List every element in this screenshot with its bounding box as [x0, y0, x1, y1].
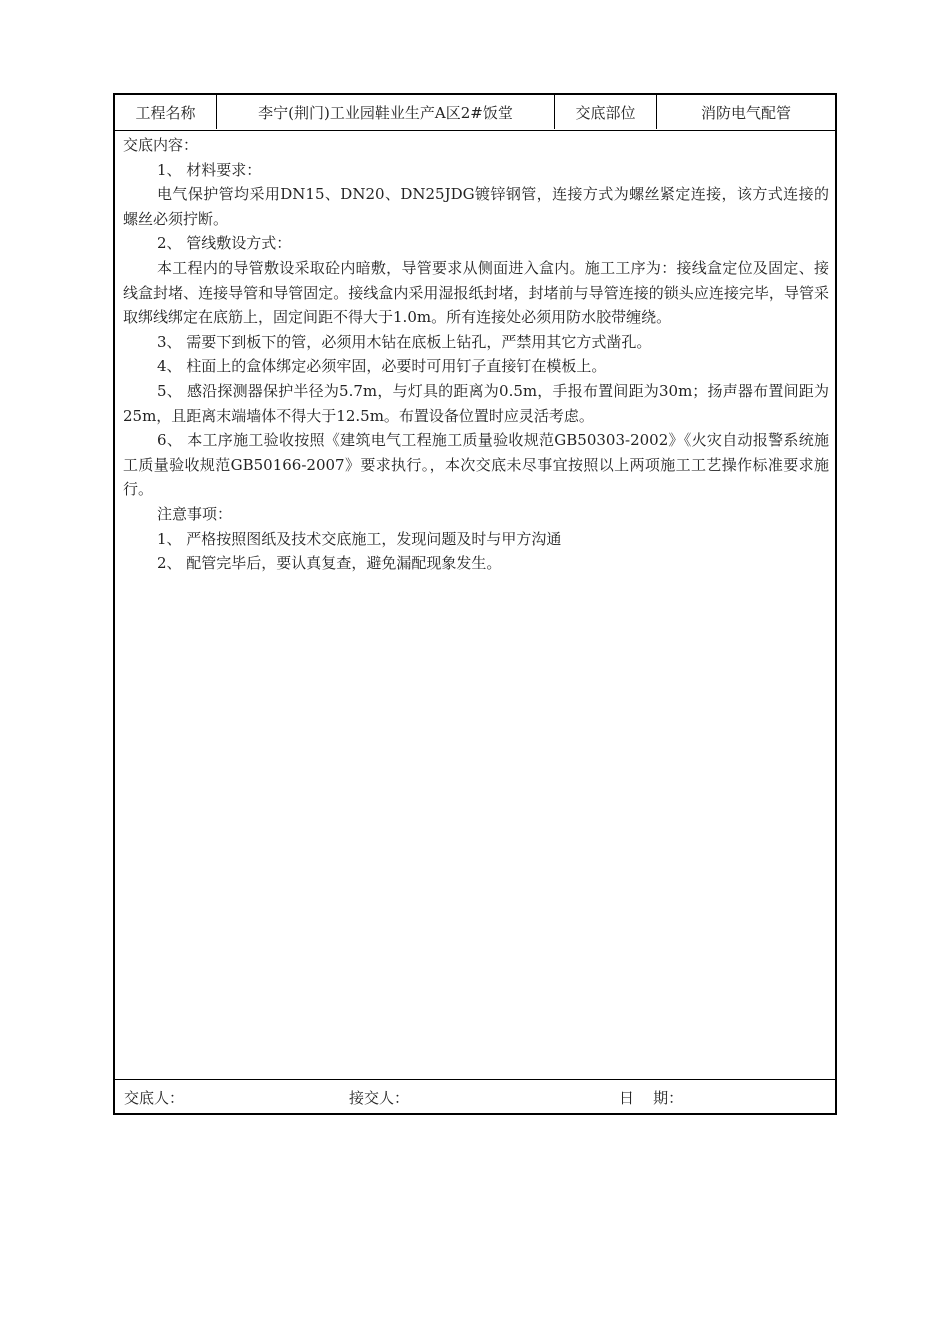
- receiver-person-label: 接交人：: [349, 1089, 410, 1107]
- content-item-detector-spacing: 5、 感沿探测器保护半径为5.7m，与灯具的距离为0.5m，手报布置间距为30m；扬声器布置间距为25m，且距离末端墙体不得大于12.5m。布置设备位置时应灵活考虑。: [123, 381, 829, 425]
- content-item-routing-body: 本工程内的导管敷设采取砼内暗敷，导管要求从侧面进入盒内。施工工序为：接线盒定位及固定、接线盒封堵、连接导管和导管固定。接线盒内采用湿报纸封堵，封堵前与导管连接的锁头应连接完毕，导管采取绑线绑定在底筋上，固定间距不得大于1.0m。所有连接处必须用防水胶带缠绕。: [123, 258, 829, 327]
- content-item-routing-heading: 2、 管线敷设方式：: [157, 234, 292, 253]
- content-item-materials-heading: 1、 材料要求：: [157, 160, 262, 179]
- project-name-value: 李宁(荆门)工业园鞋业生产A区2#饭堂: [217, 95, 555, 129]
- content-item-materials-body: 电气保护管均采用DN15、DN20、DN25JDG镀锌钢管，连接方式为螺丝紧定连接，该方式连接的螺丝必须拧断。: [123, 185, 829, 228]
- header-row: [115, 95, 835, 131]
- notes-heading: 注意事项：: [157, 504, 233, 523]
- date-label: 日 期：: [619, 1089, 684, 1107]
- content-item-acceptance: 6、 本工序施工验收按照《建筑电气工程施工质量验收规范GB50303-2002》《火灾自动报警系统施工质量验收规范GB50166-2007》要求执行。，本次交底未尽事宜按照以上两项施工工艺操作标准要求施行。: [123, 431, 829, 499]
- content-title: 交底内容：: [123, 136, 199, 154]
- handover-sheet: [113, 93, 837, 1115]
- note-item-1: 1、 严格按照图纸及技术交底施工，发现问题及时与甲方沟通: [157, 529, 562, 548]
- project-name-label: 工程名称: [115, 95, 217, 129]
- handover-person-label: 交底人：: [124, 1089, 185, 1107]
- signature-row: [115, 1079, 835, 1113]
- content-item-drilling: 3、 需要下到板下的管，必须用木钻在底板上钻孔，严禁用其它方式凿孔。: [157, 332, 652, 351]
- handover-content: [123, 133, 829, 576]
- section-label: 交底部位: [555, 95, 657, 129]
- note-item-2: 2、 配管完毕后，要认真复查，避免漏配现象发生。: [157, 554, 502, 573]
- content-item-box-fixing: 4、 柱面上的盒体绑定必须牢固，必要时可用钉子直接钉在模板上。: [157, 357, 607, 376]
- section-value: 消防电气配管: [700, 103, 791, 122]
